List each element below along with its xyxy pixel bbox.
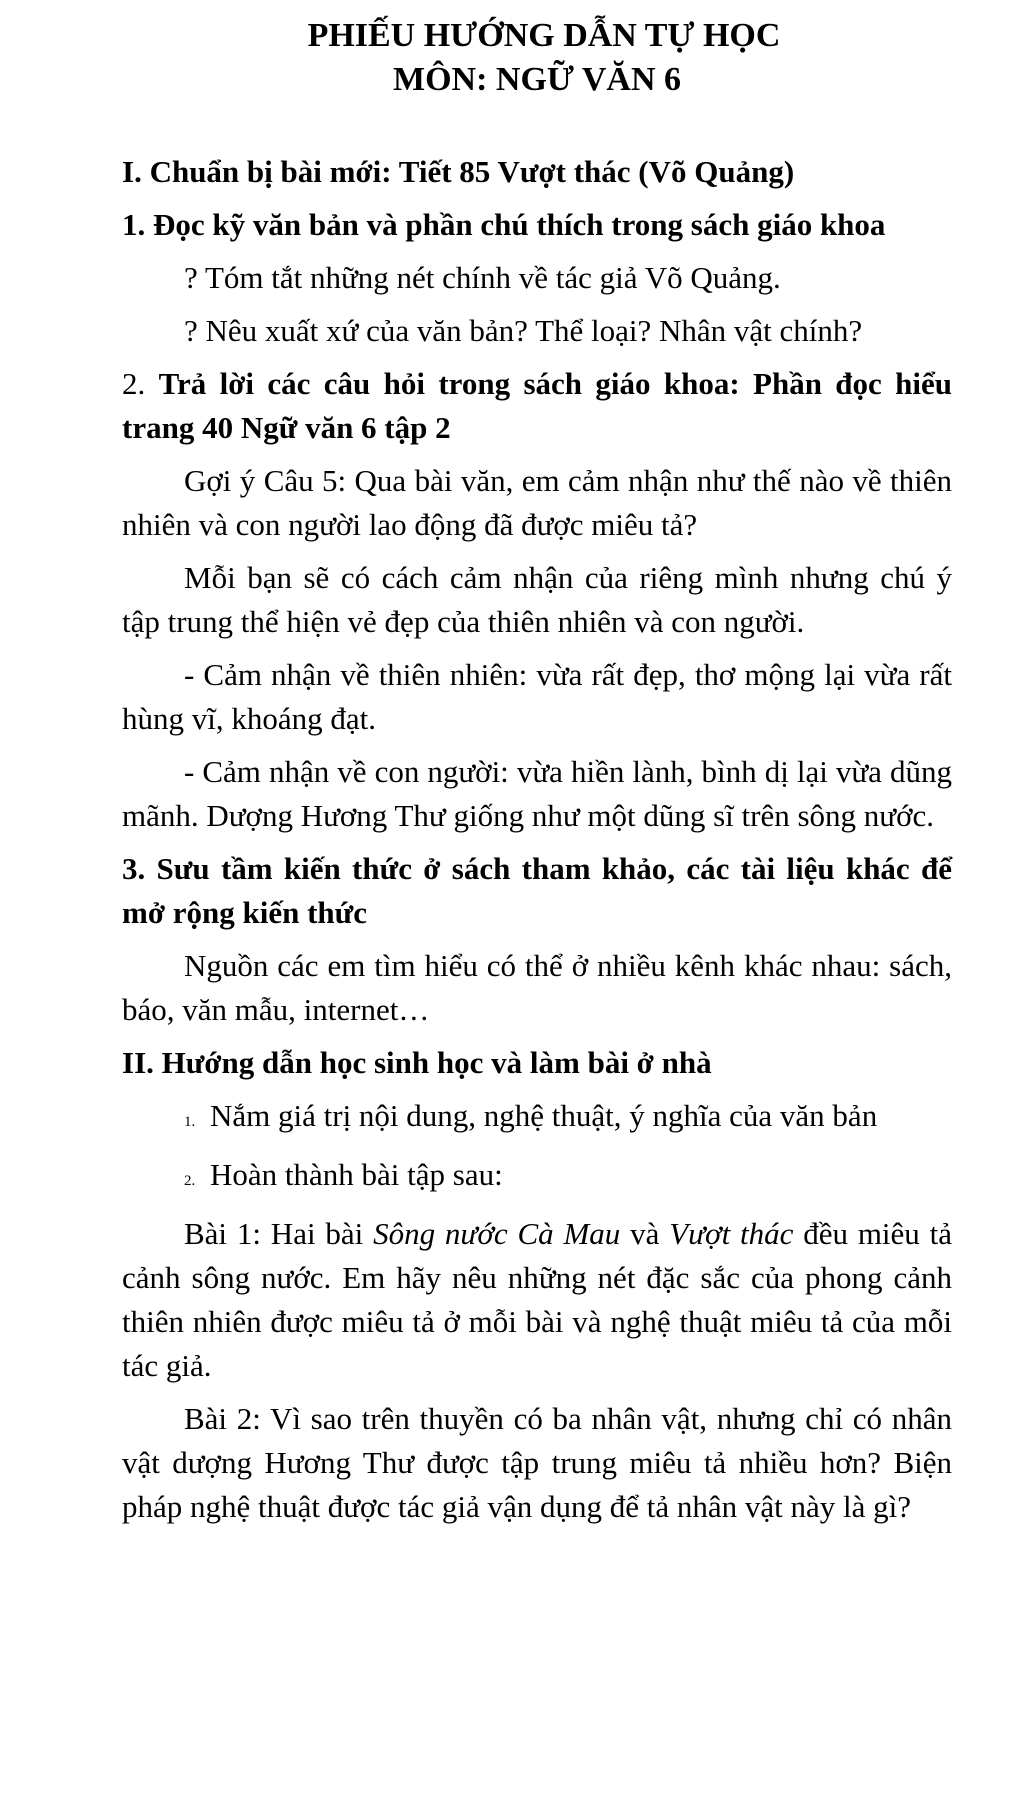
section-1-heading: I. Chuẩn bị bài mới: Tiết 85 Vượt thác (Võ Quảng) (122, 154, 795, 189)
section-2-heading: II. Hướng dẫn học sinh học và làm bài ở nhà (122, 1045, 712, 1080)
exercise-2: Bài 2: Vì sao trên thuyền có ba nhân vật, nhưng chỉ có nhân vật dượng Hương Thư được tập trung miêu tả nhiều hơn? Biện pháp nghệ thuật được tác giả vận dụng để tả nhân vật này là gì? (122, 1401, 952, 1524)
exercise-1-title-2: Vượt thác (669, 1216, 794, 1251)
title-spacer (122, 102, 952, 150)
list-item (122, 1153, 952, 1203)
item-2-people-note: - Cảm nhận về con người: vừa hiền lành, bình dị lại vừa dũng mãnh. Dượng Hương Thư giống như một dũng sĩ trên sông nước. (122, 754, 952, 833)
list-item-text: Hoàn thành bài tập sau: (210, 1157, 503, 1192)
list-item-text: Nắm giá trị nội dung, nghệ thuật, ý nghĩa của văn bản (210, 1098, 878, 1133)
item-2-hint: Gợi ý Câu 5: Qua bài văn, em cảm nhận như thế nào về thiên nhiên và con người lao động đã được miêu tả? (122, 463, 952, 542)
item-2-answer: Mỗi bạn sẽ có cách cảm nhận của riêng mình nhưng chú ý tập trung thể hiện vẻ đẹp của thiên nhiên và con người. (122, 560, 952, 639)
item-1-question-2: ? Nêu xuất xứ của văn bản? Thể loại? Nhân vật chính? (184, 313, 863, 348)
document-subtitle: MÔN: NGỮ VĂN 6 (392, 61, 682, 98)
item-2-heading (122, 362, 952, 450)
item-2-heading-text: Trả lời các câu hỏi trong sách giáo khoa: Phần đọc hiểu trang 40 Ngữ văn 6 tập 2 (122, 366, 953, 445)
item-2-nature-note: - Cảm nhận về thiên nhiên: vừa rất đẹp, thơ mộng lại vừa rất hùng vĩ, khoáng đạt. (122, 657, 952, 736)
item-3-heading: 3. Sưu tầm kiến thức ở sách tham khảo, các tài liệu khác để mở rộng kiến thức (122, 851, 952, 930)
list-item-number: 1. (184, 1114, 196, 1130)
exercise-1-title-1: Sông nước Cà Mau (373, 1216, 621, 1251)
list-item (122, 1094, 952, 1144)
exercise-1-suffix: đều miêu tả cảnh sông nước. Em hãy nêu những nét đặc sắc của phong cảnh thiên nhiên được miêu tả ở mỗi bài và nghệ thuật miêu tả của mỗi tác giả. (122, 1216, 952, 1383)
item-2-number: 2. (122, 366, 146, 401)
document-page (122, 14, 952, 1538)
exercise-1-mid: và (620, 1216, 670, 1251)
item-1-question-1: ? Tóm tắt những nét chính về tác giả Võ Quảng. (184, 260, 781, 295)
item-1-heading: 1. Đọc kỹ văn bản và phần chú thích trong sách giáo khoa (122, 207, 886, 242)
exercise-1 (122, 1212, 952, 1388)
exercise-1-prefix: Bài 1: Hai bài (184, 1216, 374, 1251)
document-title: PHIẾU HƯỚNG DẪN TỰ HỌC (307, 17, 781, 54)
list-item-number: 2. (184, 1173, 196, 1189)
item-3-text: Nguồn các em tìm hiểu có thể ở nhiều kênh khác nhau: sách, báo, văn mẫu, internet… (122, 948, 952, 1027)
